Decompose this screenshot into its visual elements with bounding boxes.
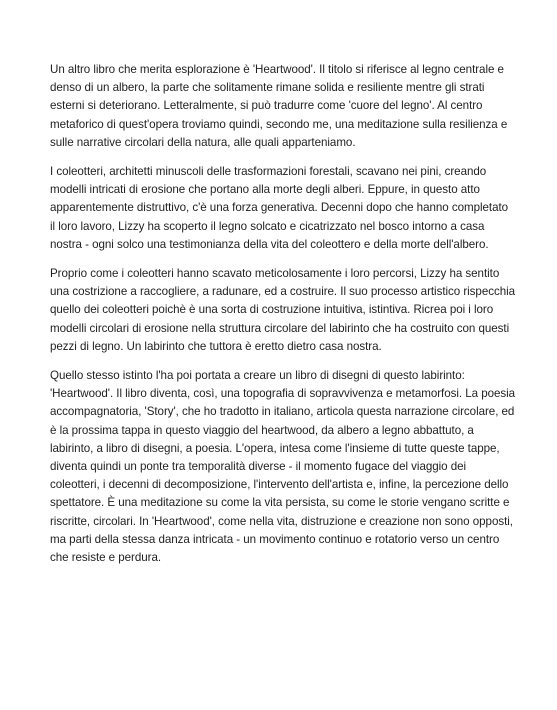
paragraph-2: I coleotteri, architetti minuscoli delle trasformazioni forestali, scavano nei pini, creando modelli intricati di erosione che portano alla morte degli alberi. Eppure, in questo atto apparentemente distruttivo, c'è una forza generativa. Decenni dopo che hanno completato il loro lavoro, Lizzy ha scoperto il legno solcato e cicatrizzato nel bosco intorno a casa nostra - ogni solco una testimonianza della vita del coleottero e della morte dell'albero. [50,165,509,251]
paragraph-1: Un altro libro che merita esplorazione è 'Heartwood'. Il titolo si riferisce al legno centrale e denso di un albero, la parte che solitamente rimane solida e resiliente mentre gli strati esterni si deteriorano. Letteralmente, si può tradurre come 'cuore del legno'. Al centro metaforico di quest'opera troviamo quindi, secondo me, una meditazione sulla resilienza e sulle narrative circolari della natura, alle quali apparteniamo. [50,63,508,149]
body-text [50,61,516,578]
paragraph-3: Proprio come i coleotteri hanno scavato meticolosamente i loro percorsi, Lizzy ha sentito una costrizione a raccogliere, a radunare, ed a costruire. Il suo processo artistico rispecchia quello dei coleotteri poichè è una sorta di costruzione intuitiva, istintiva. Ricrea poi i loro modelli circolari di erosione nella struttura circolare del labirinto che ha costruito con questi pezzi di legno. Un labirinto che tuttora è eretto dietro casa nostra. [50,267,516,353]
paragraph-4: Quello stesso istinto l'ha poi portata a creare un libro di disegni di questo labirinto: 'Heartwood'. Il libro diventa, così, una topografia di sopravvivenza e metamorfosi. La poesia accompagnatoria, 'Story', che ho tradotto in italiano, articola questa narrazione circolare, ed è la prossima tappa in questo viaggio del heartwood, da albero a legno abbattuto, a labirinto, a libro di disegni, a poesia. L'opera, intesa come l'insieme di tutte queste tappe, diventa quindi un ponte tra temporalità diverse - il momento fugace del viaggio dei coleotteri, i decenni di decomposizione, l'intervento dell'artista e, infine, la percezione dello spettatore. È una meditazione su come la vita persista, su come le storie vengano scritte e riscritte, circolari. In 'Heartwood', come nella vita, distruzione e creazione non sono opposti, ma parti della stessa danza intricata - un movimento continuo e rotatorio verso un centro che resiste e perdura. [50,369,516,565]
